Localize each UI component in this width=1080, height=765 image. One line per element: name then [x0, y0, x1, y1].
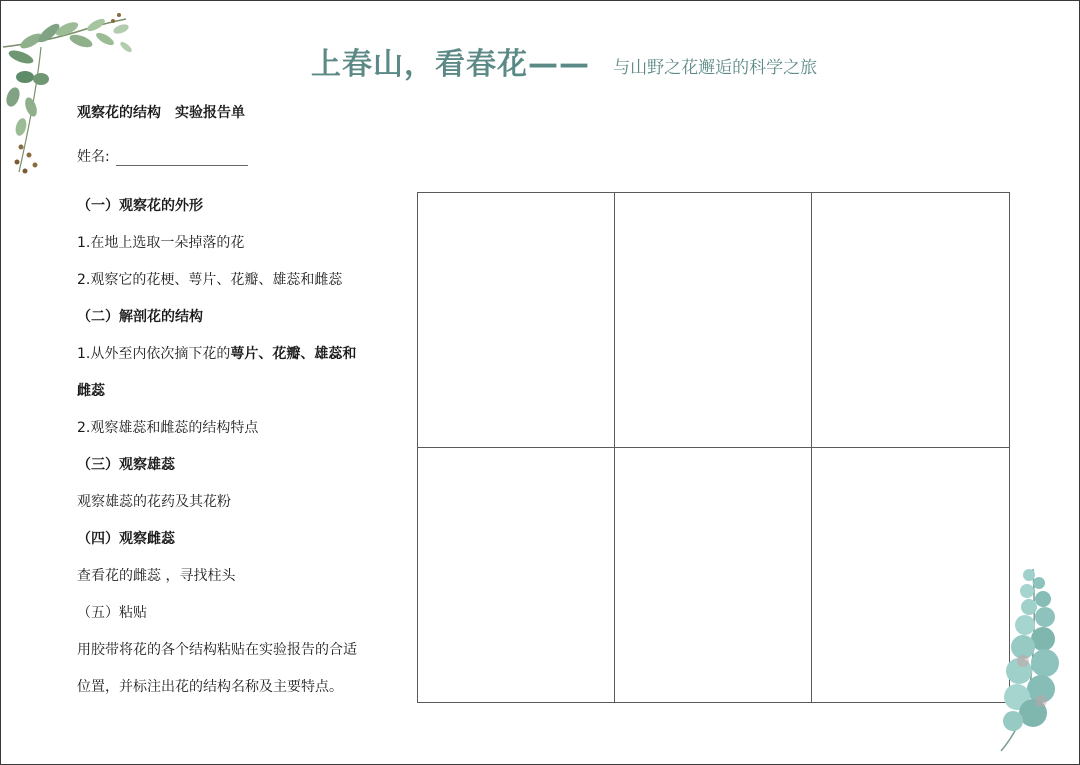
paste-cell[interactable] — [812, 193, 1009, 448]
section-2-step-1-continued: 雌蕊 — [77, 383, 105, 399]
paste-cell[interactable] — [418, 193, 615, 448]
report-title-part1: 观察花的结构 — [77, 105, 161, 121]
name-blank-line[interactable] — [116, 153, 248, 166]
section-2-step-2: 2.观察雄蕊和雌蕊的结构特点 — [77, 420, 259, 436]
section-3-heading: （三）观察雄蕊 — [77, 457, 175, 473]
main-title: 上春山，看春花—— — [311, 47, 590, 82]
section-5-heading: （五）粘贴 — [77, 605, 147, 621]
name-label: 姓名: — [77, 149, 110, 165]
header-title-row — [311, 39, 818, 82]
sub-title: 与山野之花邂逅的科学之旅 — [613, 57, 818, 78]
paste-cell[interactable] — [418, 448, 615, 703]
paste-cell[interactable] — [615, 448, 812, 703]
section-1-heading: （一）观察花的外形 — [77, 198, 203, 214]
section-3-text: 观察雄蕊的花药及其花粉 — [77, 494, 231, 510]
paste-cell[interactable] — [812, 448, 1009, 703]
section-5-text-2: 位置，并标注出花的结构名称及主要特点。 — [77, 679, 343, 695]
section-2-step-1 — [77, 336, 397, 373]
paste-cell[interactable] — [615, 193, 812, 448]
section-1-step-1: 1.在地上选取一朵掉落的花 — [77, 235, 245, 251]
section-2-step-1-bold: 萼片、花瓣、雄蕊和 — [230, 346, 357, 362]
section-4-heading: （四）观察雌蕊 — [77, 531, 175, 547]
name-row — [77, 146, 248, 166]
eucalyptus-illustration — [993, 561, 1068, 756]
instructions — [77, 188, 397, 706]
section-2-step-1-prefix: 1.从外至内依次摘下花的 — [77, 346, 231, 362]
report-title — [77, 102, 245, 122]
paste-grid — [417, 192, 1010, 703]
report-title-part2: 实验报告单 — [175, 105, 245, 121]
section-4-text: 查看花的雌蕊 ，寻找柱头 — [77, 568, 236, 584]
section-1-step-2: 2.观察它的花梗、萼片、花瓣、雄蕊和雌蕊 — [77, 272, 343, 288]
section-5-text-1: 用胶带将花的各个结构粘贴在实验报告的合适 — [77, 642, 357, 658]
section-2-heading: （二）解剖花的结构 — [77, 309, 203, 325]
